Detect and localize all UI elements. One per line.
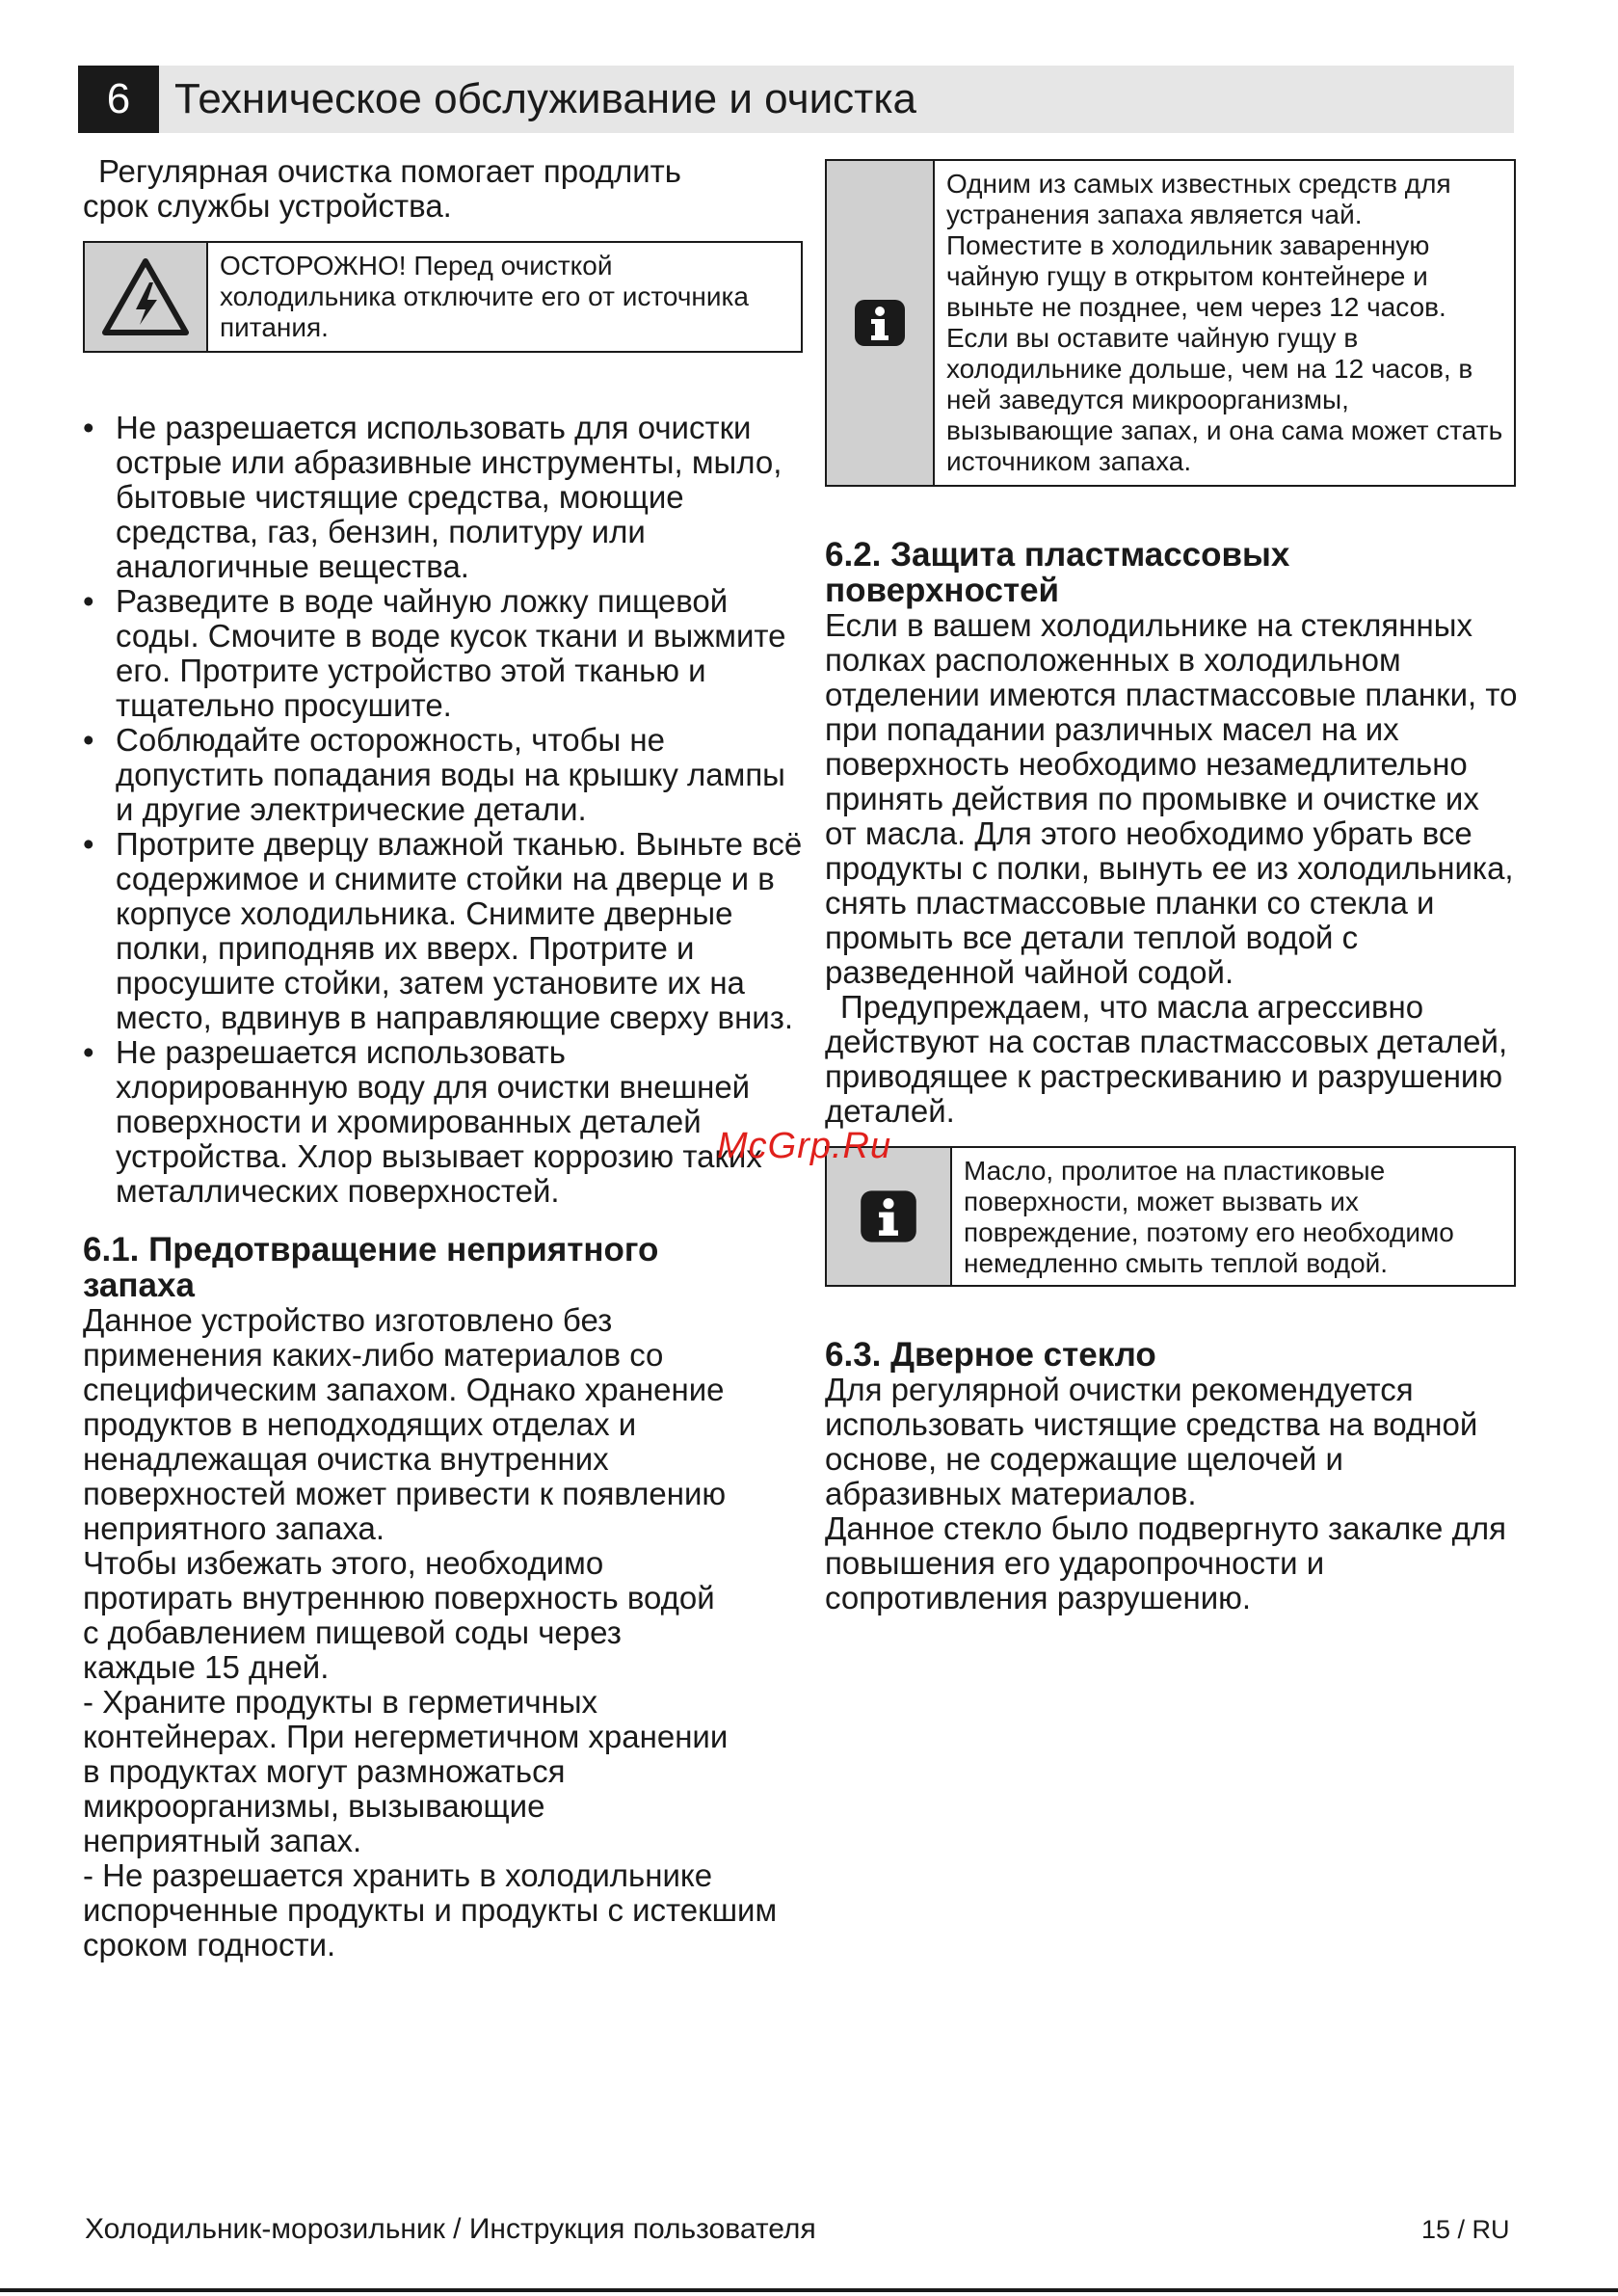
warning-icon-box	[85, 243, 208, 351]
section-6-1-paragraph: Данное устройство изготовлено без применения каких-либо материалов со специфическим запахом. Однако хранение продуктов в неподходящих отделах и ненадлежащая очистка внутренних поверхностей может привести к появлению неприятного запаха.	[83, 1302, 727, 1546]
section-6-1-paragraph: Чтобы избежать этого, необходимо протирать внутреннюю поверхность водой с добавлением пищевой соды через каждые 15 дней.	[83, 1545, 715, 1685]
bottom-divider	[0, 2288, 1618, 2292]
info-notice-tea	[825, 159, 1516, 487]
section-6-3-heading: 6.3. Дверное стекло	[825, 1336, 1156, 1374]
section-6-3-paragraph: Данное стекло было подвергнуто закалке для повышения его ударопрочности и сопротивления разрушению.	[825, 1510, 1506, 1615]
warning-notice	[83, 241, 803, 353]
section-title: Техническое обслуживание и очистка	[174, 75, 917, 122]
page-number: 15 / RU	[1421, 2215, 1510, 2244]
intro-paragraph: Регулярная очистка помогает продлить срок службы устройства.	[83, 153, 681, 224]
section-6-1-paragraph: - Храните продукты в герметичных контейнерах. При негерметичном хранении в продуктах могут размножаться микроорганизмы, вызывающие неприятный запах.	[83, 1684, 729, 1858]
section-6-1-heading: 6.1. Предотвращение неприятного запаха	[83, 1231, 659, 1304]
info-text-oil: Масло, пролитое на пластиковые поверхности, может вызвать их повреждение, поэтому его необходимо немедленно смыть теплой водой.	[964, 1156, 1454, 1278]
section-6-3-paragraph: Для регулярной очистки рекомендуется использовать чистящие средства на водной основе, не содержащие щелочей и абразивных материалов.	[825, 1372, 1478, 1511]
list-item: • Соблюдайте осторожность, чтобы не допустить попадания воды на крышку лампы и другие электрические детали.	[83, 723, 806, 827]
info-icon	[853, 298, 907, 348]
cleaning-bullet-list	[83, 411, 806, 1209]
right-column	[825, 159, 1519, 1615]
info-icon	[859, 1188, 918, 1244]
info-notice-oil	[825, 1146, 1516, 1287]
footer-title: Холодильник-морозильник / Инструкция пользователя	[85, 2213, 816, 2245]
section-number: 6	[78, 66, 159, 133]
info-icon-box	[827, 1148, 952, 1285]
warning-text: ОСТОРОЖНО! Перед очисткой холодильника отключите его от источника питания.	[220, 251, 749, 342]
section-6-2-paragraph: Если в вашем холодильнике на стеклянных полках расположенных в холодильном отделении имеются пластмассовые планки, то при попадании различных масел на их поверхность необходимо незамедлительно принять действия по промывке и очистке их от масла. Для этого необходимо убрать все продукты с полки, вынуть ее из холодильника, снять пластмассовые планки со стекла и промыть все детали теплой водой с разведенной чайной содой.	[825, 607, 1518, 990]
electric-hazard-icon	[101, 257, 190, 336]
list-item: • Не разрешается использовать хлорированную воду для очистки внешней поверхности и хромированных деталей устройства. Хлор вызывает коррозию таких металлических поверхностей.	[83, 1035, 806, 1209]
left-column	[83, 154, 806, 1962]
watermark: McGrp.Ru	[717, 1126, 892, 1166]
info-text-tea: Одним из самых известных средств для устранения запаха является чай. Поместите в холодильник заваренную чайную гущу в открытом контейнере и выньте не позднее, чем через 12 часов. Если вы оставите чайную гущу в холодильнике дольше, чем на 12 часов, в ней заведутся микроорганизмы, вызывающие запах, и она сама может стать источником запаха.	[946, 169, 1503, 476]
list-item: • Разведите в воде чайную ложку пищевой соды. Смочите в воде кусок ткани и выжмите его. Протрите устройство этой тканью и тщательно просушите.	[83, 584, 806, 723]
section-6-2-paragraph: Предупреждаем, что масла агрессивно действуют на состав пластмассовых деталей, приводящее к растрескиванию и разрушению деталей.	[825, 989, 1508, 1129]
section-6-2-heading: 6.2. Защита пластмассовых поверхностей	[825, 536, 1290, 609]
list-item: • Не разрешается использовать для очистки острые или абразивные инструменты, мыло, бытовые чистящие средства, моющие средства, газ, бензин, политуру или аналогичные вещества.	[83, 411, 806, 584]
section-6-1-paragraph: - Не разрешается хранить в холодильнике испорченные продукты и продукты с истекшим сроком годности.	[83, 1857, 778, 1962]
list-item: • Протрите дверцу влажной тканью. Выньте всё содержимое и снимите стойки на дверце и в корпусе холодильника. Снимите дверные полки, приподняв их вверх. Протрите и просушите стойки, затем установите их на место, вдвинув в направляющие сверху вниз.	[83, 827, 806, 1035]
info-icon-box	[827, 161, 935, 485]
section-header	[78, 66, 1514, 133]
